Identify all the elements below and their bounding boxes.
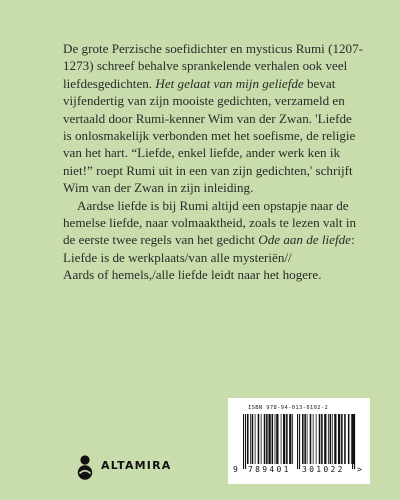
verse-line-1: Liefde is de werkplaats/van alle mysteriën// xyxy=(63,249,292,265)
barcode-digits-left: 789401 xyxy=(248,465,291,474)
blurb-p1-intro: De grote Perzische soefidichter en mysticus Rumi (1207-1273) schreef behalve sprankelende verhalen ook veel liefdesgedichten. xyxy=(63,41,363,91)
book-title: Het gelaat van mijn geliefde xyxy=(155,75,304,91)
blurb-p1-body: bevat vijfendertig van zijn mooiste gedichten, verzameld en vertaald door Rumi-kenner Wim van der Zwan. 'Liefde is onlosmakelijk verbonden met het soefisme, de religie van het hart. “Liefde, enkel liefde, ander werk ken ik niet!” roept Rumi uit in een van zijn gedichten,' schrijft Wim van der Zwan in zijn inleiding. xyxy=(63,75,356,196)
barcode-digit-first: 9 xyxy=(233,465,238,474)
publisher-name: ALTAMIRA xyxy=(101,459,172,472)
verse-line-2: Aards of hemels,/alle liefde leidt naar het hogere. xyxy=(63,267,322,283)
isbn-label: ISBN 978-94-013-0102-2 xyxy=(248,405,329,411)
poem-title: Ode aan de liefde xyxy=(258,232,351,248)
barcode-digits-right: 301022 xyxy=(302,465,345,474)
barcode-end-marker: > xyxy=(357,465,362,474)
altamira-logo-icon xyxy=(75,454,95,484)
blurb-p2-intro: Aardse liefde is bij Rumi altijd een opstapje naar de hemelse liefde, naar volmaaktheid, zoals te lezen valt in de eerste twee regels van het gedicht xyxy=(63,197,357,248)
blurb-p2-colon: : xyxy=(350,232,355,248)
